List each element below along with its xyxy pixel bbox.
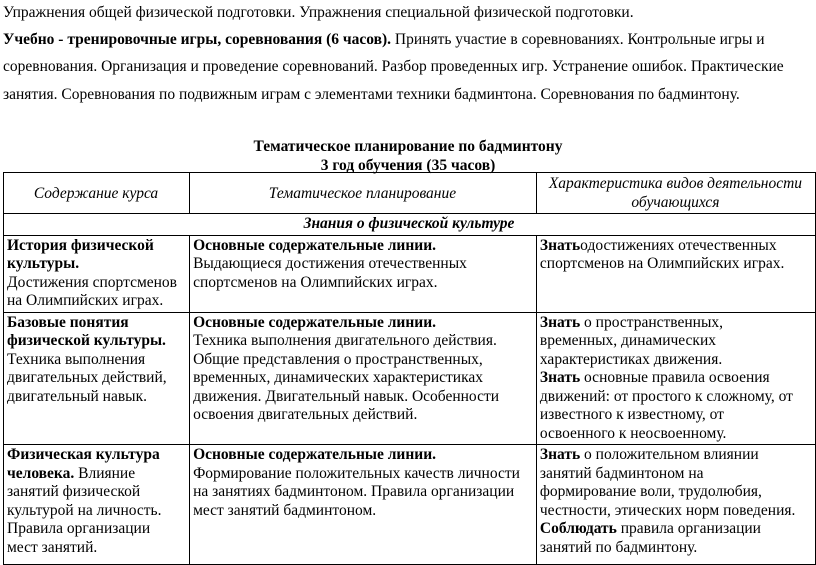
activity-characteristics-cell: Знать о положительном влиянии занятий бадминтоном на формирование воли, трудолюбия, честности, этических норм поведения. Соблюдать правила организации занятий по бадминтону. [536,445,815,565]
section-row [4,214,816,236]
intro-line-3: соревнования. Организация и проведение соревнований. Разбор проведенных игр. Устранение ошибок. Практические [3,58,784,75]
course-content-cell: История физической культуры. Достижения спортсменов на Олимпийских играх. [4,235,190,312]
section-title: Знания о физической культуре [4,214,816,236]
planning-table [3,172,816,565]
table-row [4,312,816,445]
header-thematic-planning: Тематическое планирование [190,173,537,214]
course-content-cell: Физическая культура человека. Влияние занятий физической культурой на личность. Правила организации мест занятий. [4,445,190,565]
page-subtitle: 3 год обучения (35 часов) [320,157,496,174]
table-row [4,445,816,565]
header-activity-characteristics: Характеристика видов деятельности обучающихся [536,173,815,214]
thematic-planning-cell: Основные содержательные линии. Техника выполнения двигательного действия. Общие представления о пространственных, временных, динамических характеристиках движения. Двигательный навык. Особенности освоения двигательных действий. [190,312,537,445]
intro-bold-heading: Учебно - тренировочные игры, соревнования (6 часов). [3,31,392,48]
thematic-planning-cell: Основные содержательные линии. Формирование положительных качеств личности на занятиях бадминтоном. Правила организации мест занятий бадминтоном. [190,445,537,565]
page-title: Тематическое планирование по бадминтону [253,138,563,155]
intro-line-1: Упражнения общей физической подготовки. Упражнения специальной физической подготовки. [3,4,634,21]
intro-line-4: занятия. Соревнования по подвижным играм с элементами техники бадминтона. Соревнования по бадминтону. [3,86,740,103]
thematic-planning-cell: Основные содержательные линии. Выдающиеся достижения отечественных спортсменов на Олимпийских играх. [190,235,537,312]
course-content-cell: Базовые понятия физической культуры. Техника выполнения двигательных действий, двигательный навык. [4,312,190,445]
activity-characteristics-cell: Знать о пространственных, временных, динамических характеристиках движения. Знать основные правила освоения движений: от простого к сложному, от известного к известному, от освоенного к неосвоенному. [536,312,815,445]
header-course-content: Содержание курса [4,173,190,214]
activity-characteristics-cell: Знатьодостижениях отечественных спортсменов на Олимпийских играх. [536,235,815,312]
intro-line-2-text: Принять участие в соревнованиях. Контрольные игры и [391,31,765,48]
table-header-row [4,173,816,214]
intro-line-2 [3,27,815,52]
table-row [4,235,816,312]
